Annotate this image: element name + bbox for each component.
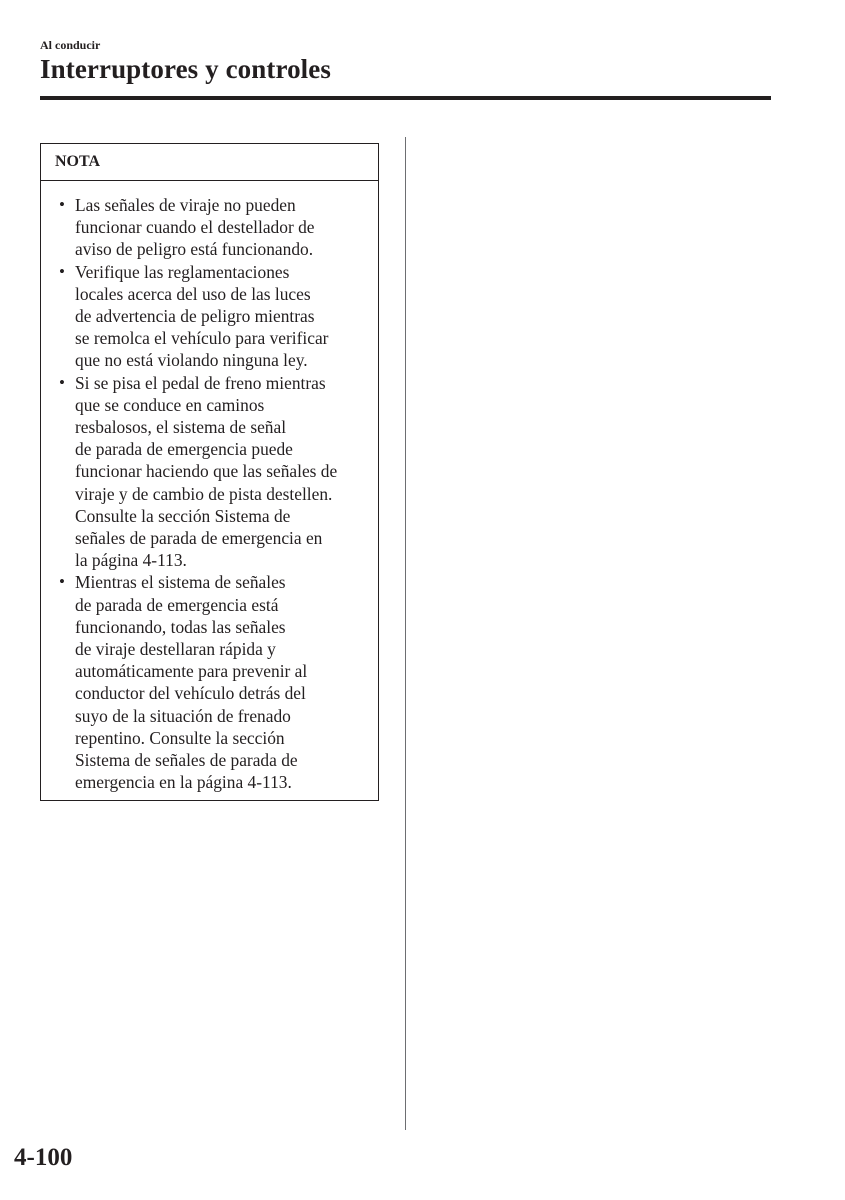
note-line: que se conduce en caminos — [75, 394, 265, 415]
note-line: resbalosos, el sistema de señal — [75, 417, 287, 438]
note-line: de parada de emergencia puede — [75, 439, 293, 460]
bullet-icon: • — [59, 261, 65, 281]
title-rule — [40, 96, 771, 100]
note-line: la página 4-113. — [75, 550, 187, 571]
note-line: que no está violando ninguna ley. — [75, 350, 308, 371]
note-line: funcionando, todas las señales — [75, 616, 286, 637]
note-line: de advertencia de peligro mientras — [75, 306, 315, 327]
note-line: Verifique las reglamentaciones — [75, 261, 290, 282]
page-number: 4-100 — [14, 1144, 73, 1171]
bullet-icon: • — [59, 195, 65, 214]
note-line: aviso de peligro está funcionando. — [75, 239, 314, 260]
note-list — [41, 181, 378, 793]
note-line: automáticamente para prevenir al — [75, 661, 308, 682]
note-item — [41, 372, 378, 572]
note-line: Si se pisa el pedal de freno mientras — [75, 372, 326, 393]
note-box — [40, 143, 379, 801]
note-line: viraje y de cambio de pista destellen. — [75, 483, 333, 504]
column-divider — [405, 137, 406, 1130]
note-line: conductor del vehículo detrás del — [75, 683, 306, 704]
note-line: se remolca el vehículo para verificar — [75, 328, 329, 349]
bullet-icon: • — [59, 572, 65, 592]
note-line: funcionar haciendo que las señales de — [75, 461, 338, 482]
note-line: señales de parada de emergencia en — [75, 528, 323, 549]
note-line: Mientras el sistema de señales — [75, 572, 286, 593]
note-line: emergencia en la página 4-113. — [75, 772, 292, 793]
note-line: locales acerca del uso de las luces — [75, 283, 311, 304]
note-heading: NOTA — [41, 144, 378, 181]
note-line: repentino. Consulte la sección — [75, 727, 285, 748]
section-label: Al conducir — [40, 38, 101, 52]
note-line: suyo de la situación de frenado — [75, 705, 291, 726]
note-line: de viraje destellaran rápida y — [75, 639, 276, 660]
note-line: Las señales de viraje no pueden — [75, 195, 296, 215]
page-title: Interruptores y controles — [40, 54, 331, 84]
note-line: de parada de emergencia está — [75, 594, 279, 615]
note-line: Consulte la sección Sistema de — [75, 505, 291, 526]
note-line: funcionar cuando el destellador de — [75, 217, 315, 238]
note-line: Sistema de señales de parada de — [75, 750, 298, 771]
bullet-icon: • — [59, 372, 65, 392]
note-item — [41, 571, 378, 793]
note-item — [41, 261, 378, 372]
note-item — [41, 194, 378, 261]
